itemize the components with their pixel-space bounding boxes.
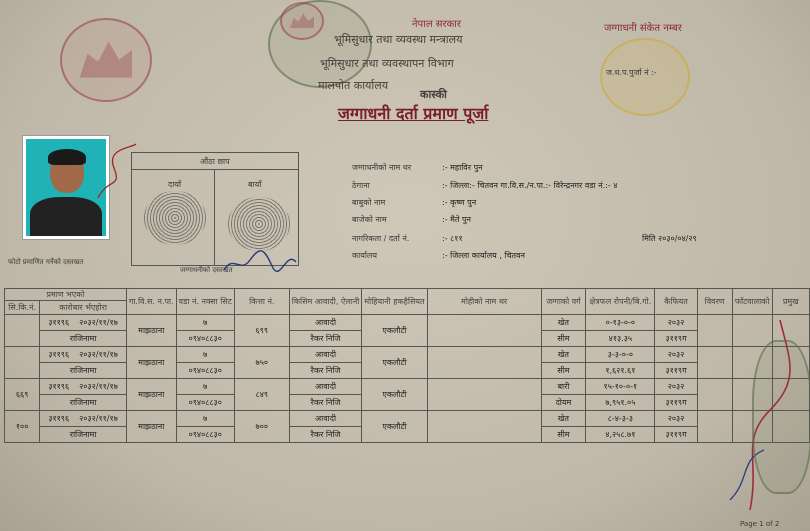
grandfather-name-label: बाजेको नाम: [352, 215, 387, 224]
col-note: कैफियत: [655, 289, 697, 315]
deal-date: २०३२/११/१७: [79, 414, 118, 423]
left-thumb-label: बायाँ: [248, 180, 262, 189]
header-office: मालपोत कार्यालय: [318, 79, 389, 92]
cell-reg-date: [40, 379, 127, 395]
deal-date: २०३२/११/१७: [79, 382, 118, 391]
cell-area2: ७,९५१.०५: [586, 395, 655, 411]
land-record-table: [4, 288, 810, 443]
cell-kind1: आवादी: [289, 315, 362, 331]
cell-class1: खेत: [541, 411, 586, 427]
col-right: मोहियानी हकहैसियत: [362, 289, 427, 315]
cell-area2: ४१३.३५: [586, 331, 655, 347]
cell-tenant: [427, 315, 541, 347]
cell-right: एकलौटी: [362, 379, 427, 411]
cell-kitta: ६९९: [234, 315, 289, 347]
issuing-office-value: :- जिल्ला कार्यालय , चितवन: [442, 251, 526, 260]
cell-kind2: रैकर निजि: [289, 427, 362, 443]
photo-caption: फोटो प्रमाणित गर्नेको दस्तखत: [8, 258, 84, 266]
cell-area1: ८-४-३-३: [586, 411, 655, 427]
cell-tenant: [427, 379, 541, 411]
cell-reg-date: [40, 411, 127, 427]
father-name-value: :- कृष्ण पुन: [442, 198, 477, 207]
cell-area1: १५-१०-०-१: [586, 379, 655, 395]
cell-right: एकलौटी: [362, 411, 427, 443]
cell-deal: राजिनामा: [40, 395, 127, 411]
col-detail: विवरण: [697, 289, 732, 315]
right-thumbprint: [144, 191, 206, 245]
cell-note2: ३११९ग: [655, 331, 697, 347]
officer-stamp: [752, 340, 810, 494]
thumbprint-heading: औंठा छाप: [200, 157, 230, 166]
cell-sn: [5, 315, 40, 347]
col-tenant: मोहीको नाम थर: [427, 289, 541, 315]
cell-kind2: रैकर निजि: [289, 395, 362, 411]
cell-area2: ४,२५८.७१: [586, 427, 655, 443]
col-deal: कारोबार र्भएहोरा: [40, 301, 127, 315]
cell-sn: [5, 347, 40, 379]
cell-class2: दोयम: [541, 395, 586, 411]
citizenship-label: नागरिकता / दर्ता नं.: [352, 234, 410, 243]
cell-area1: ०-१३-०-०: [586, 315, 655, 331]
cell-sn: १००: [5, 411, 40, 443]
header-district: कास्की: [420, 88, 447, 101]
cell-kitta: ७००: [234, 411, 289, 443]
cell-class1: खेत: [541, 347, 586, 363]
col-clerk: फाँटवालाको: [732, 289, 772, 315]
cell-vdc: माझठाना: [126, 411, 176, 443]
cell-area2: १,६२१.६१: [586, 363, 655, 379]
cell-class2: सीम: [541, 363, 586, 379]
cert-number-value: ज.ध.प.पुर्जा नं :-: [606, 68, 657, 77]
header-government: नेपाल सरकार: [412, 19, 461, 30]
cert-number-label: जग्गाधनी संकेत नम्बर: [604, 23, 682, 34]
group-header: प्रमाण भएको: [5, 289, 127, 301]
cell-class2: सीम: [541, 331, 586, 347]
cell-deal: राजिनामा: [40, 427, 127, 443]
cell-ward: ७: [176, 347, 234, 363]
owner-signature-label: जग्गाधनीको दस्तखत: [180, 266, 233, 274]
cell-sn: ६६९: [5, 379, 40, 411]
issue-date: मिति २०३०/०४/२९: [642, 234, 697, 243]
reg-no: ३११९६: [48, 350, 70, 359]
table-row: [5, 411, 810, 427]
col-area: क्षेत्रफल रोपनी/बि.गो.: [586, 289, 655, 315]
cell-class2: सीम: [541, 427, 586, 443]
cell-kind1: आवादी: [289, 411, 362, 427]
cell-note1: २०३२: [655, 315, 697, 331]
col-ward-sheet: वडा नं. नक्सा सिट: [176, 289, 234, 315]
cell-area1: ३-३-०-०: [586, 347, 655, 363]
header-department: भूमिसुधार तथा व्यवस्थापन विभाग: [320, 57, 454, 70]
cell-note1: २०३२: [655, 411, 697, 427]
col-chief: प्रमुख: [772, 289, 809, 315]
cell-note2: ३११९ग: [655, 427, 697, 443]
header-ministry: भूमिसुधार तथा व्यवस्था मन्त्रालय: [334, 33, 463, 46]
cell-kind2: रैकर निजि: [289, 331, 362, 347]
cell-ward: ७: [176, 379, 234, 395]
cell-kitta: ७५०: [234, 347, 289, 379]
owner-name-label: जग्गाधनीको नाम थर: [352, 163, 412, 172]
cell-sheet: ०९४०८८३०: [176, 427, 234, 443]
cell-vdc: माझठाना: [126, 379, 176, 411]
cell-deal: राजिनामा: [40, 331, 127, 347]
cell-reg-date: [40, 347, 127, 363]
issuing-office-label: कार्यालय: [352, 251, 377, 260]
reg-no: ३११९६: [48, 318, 70, 327]
col-kind: किसिम आवादी, ऐलानी: [289, 289, 362, 315]
photo-verifier-signature: [92, 138, 142, 208]
grandfather-name-value: :- मैते पुन: [442, 215, 471, 224]
address-value: :- जिल्ला:- चितवन गा.वि.स./न.पा.:- विरेन्द्रनगर वडा नं.:- ४: [442, 181, 618, 190]
col-vdc: गा.वि.स. न.पा.: [126, 289, 176, 315]
cell-class1: खेत: [541, 315, 586, 331]
cell-class1: बारी: [541, 379, 586, 395]
cell-tenant: [427, 347, 541, 379]
reg-no: ३११९६: [48, 382, 70, 391]
cell-reg-date: [40, 315, 127, 331]
cell-kind2: रैकर निजि: [289, 363, 362, 379]
cell-kitta: ८४९: [234, 379, 289, 411]
cell-deal: राजिनामा: [40, 363, 127, 379]
cell-ward: ७: [176, 411, 234, 427]
address-label: ठेगाना: [352, 181, 370, 190]
col-sn: सि.कि.नं.: [5, 301, 40, 315]
deal-date: २०३२/११/१७: [79, 318, 118, 327]
cell-kind1: आवादी: [289, 347, 362, 363]
cell-vdc: माझठाना: [126, 315, 176, 347]
cell-right: एकलौटी: [362, 347, 427, 379]
owner-signature: [220, 240, 300, 280]
citizenship-value: :- ८११: [442, 234, 463, 243]
cell-note2: ३११९ग: [655, 363, 697, 379]
father-name-label: बाबुको नाम: [352, 198, 386, 207]
government-emblem: [280, 2, 324, 40]
cell-sheet: ०९४०८८३०: [176, 331, 234, 347]
reg-no: ३११९६: [48, 414, 70, 423]
col-kitta: कित्ता नं.: [234, 289, 289, 315]
cell-sheet: ०९४०८८३०: [176, 363, 234, 379]
nepal-emblem-seal: [60, 18, 152, 102]
cell-right: एकलौटी: [362, 315, 427, 347]
cell-note1: २०३२: [655, 379, 697, 395]
table-row: [5, 315, 810, 331]
cell-vdc: माझठाना: [126, 347, 176, 379]
cell-ward: ७: [176, 315, 234, 331]
deal-date: २०३२/११/१७: [79, 350, 118, 359]
cell-sheet: ०९४०८८३०: [176, 395, 234, 411]
cell-note2: ३११९ग: [655, 395, 697, 411]
table-row: [5, 379, 810, 395]
page-number: Page 1 of 2: [740, 520, 780, 528]
cell-note1: २०३२: [655, 347, 697, 363]
document-title: जग्गाधनी दर्ता प्रमाण पूर्जा: [338, 104, 489, 123]
table-row: [5, 347, 810, 363]
right-thumb-label: दायाँ: [168, 180, 182, 189]
col-class: जग्गाको वर्ग: [541, 289, 586, 315]
cell-tenant: [427, 411, 541, 443]
cell-kind1: आवादी: [289, 379, 362, 395]
owner-name-value: :- महाविर पुन: [442, 163, 483, 172]
